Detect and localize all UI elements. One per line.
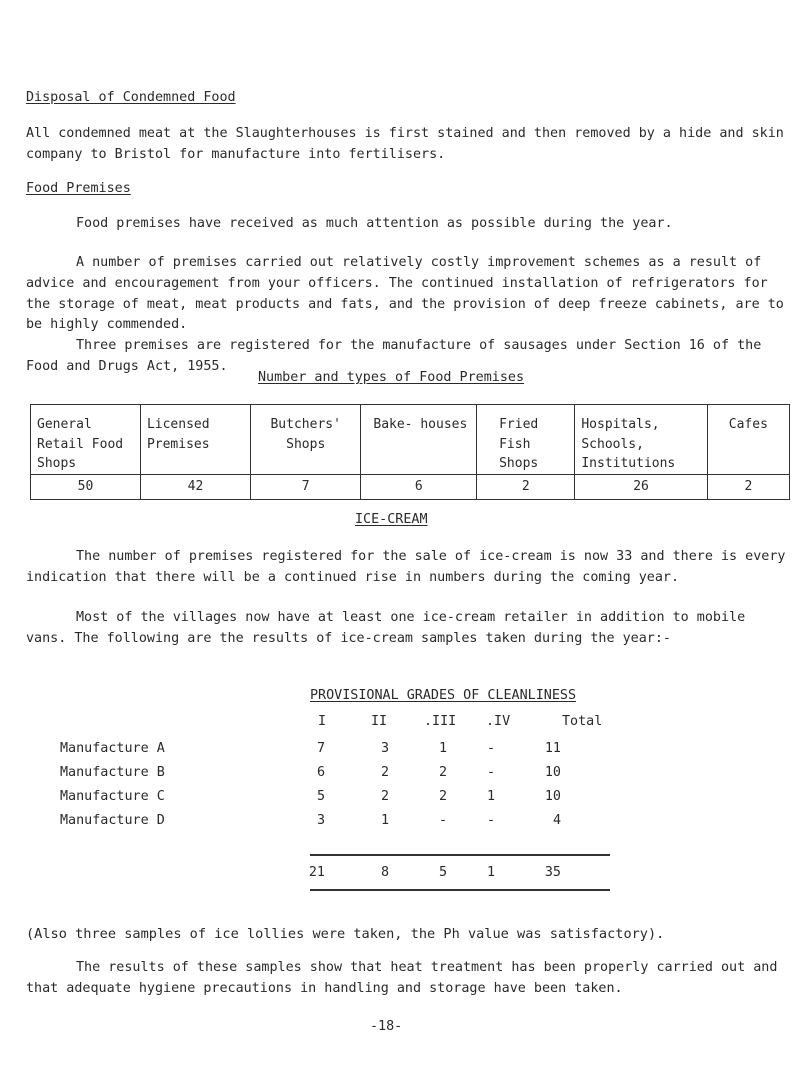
grades-cell: 1: [486, 788, 495, 804]
totals-top-rule: [310, 854, 610, 856]
premises-col-licensed: Licensed Premises: [140, 405, 250, 475]
grades-cell: -: [486, 764, 495, 780]
ice-cream-paragraph-2: Most of the villages now have at least one ice-cream retailer in addition to mobile vans. The following are the results of ice-cream samples taken during the year:-: [26, 610, 746, 646]
premises-value-bakehouses: 6: [361, 474, 477, 499]
premises-value-fried-fish: 2: [477, 474, 575, 499]
food-premises-paragraph-1: Food premises have received as much attention as possible during the year.: [76, 216, 673, 231]
totals-bottom-rule: [310, 889, 610, 891]
premises-value-licensed: 42: [140, 474, 250, 499]
grades-cell: 2: [380, 764, 389, 780]
disposal-paragraph: All condemned meat at the Slaughterhouses is first stained and then removed by a hide and skin company to Bristol for manufacture into fertilisers.: [26, 126, 784, 162]
premises-col-general-retail: General Retail Food Shops: [31, 405, 141, 475]
premises-col-butchers: Butchers' Shops: [251, 405, 361, 475]
food-premises-heading: Food Premises: [26, 181, 131, 196]
grades-row: [60, 785, 561, 809]
premises-table-header-row: [31, 405, 790, 475]
grades-cell: 11: [544, 740, 561, 756]
grades-cell: -: [486, 812, 495, 828]
grades-totals: [60, 861, 561, 885]
premises-table-value-row: [31, 474, 790, 499]
grades-table: [60, 737, 561, 833]
grades-row-label: Manufacture A: [60, 740, 165, 756]
grades-cell: 3: [380, 740, 389, 756]
ice-lollies-note: (Also three samples of ice lollies were taken, the Ph value was satisfactory).: [26, 926, 665, 942]
grades-row-label: Manufacture C: [60, 788, 165, 804]
grades-cell: 2: [438, 764, 447, 780]
total-cell: 8: [380, 864, 389, 880]
grades-cell: 1: [438, 740, 447, 756]
disposal-heading: Disposal of Condemned Food: [26, 90, 236, 105]
grades-cell: 2: [438, 788, 447, 804]
grades-cell: -: [486, 740, 495, 756]
grade-header-iv: .IV: [486, 714, 511, 729]
food-premises-paragraph-2: A number of premises carried out relatively costly improvement schemes as a result of advice and encouragement from your officers. The continued installation of refrigerators for the storage of meat, meat products and fats, and the provision of deep freeze cabinets, are to be highly commended.: [26, 255, 784, 333]
total-cell: 5: [438, 864, 447, 880]
grade-header-i: I: [318, 714, 327, 729]
premises-col-cafes: Cafes: [707, 405, 789, 475]
premises-value-hospitals: 26: [575, 474, 707, 499]
premises-col-bakehouses: Bake- houses: [361, 405, 477, 475]
premises-value-general-retail: 50: [31, 474, 141, 499]
grades-cell: 1: [380, 812, 389, 828]
premises-col-fried-fish: Fried Fish Shops: [477, 405, 575, 475]
grades-cell: 10: [544, 788, 561, 804]
premises-table: [30, 404, 790, 500]
grades-row-label: Manufacture D: [60, 812, 165, 828]
grades-cell: 4: [552, 812, 561, 828]
ice-cream-heading: ICE-CREAM: [355, 512, 428, 527]
grade-header-ii: II: [371, 714, 388, 729]
grades-totals-row: [60, 861, 561, 885]
grades-cell: 6: [316, 764, 325, 780]
grades-cell: 10: [544, 764, 561, 780]
page-number: -18-: [370, 1019, 403, 1034]
total-cell: 35: [544, 864, 561, 880]
total-cell: 21: [308, 864, 325, 880]
grades-cell: 3: [316, 812, 325, 828]
grades-cell: -: [438, 812, 447, 828]
premises-value-butchers: 7: [251, 474, 361, 499]
grades-row-label: Manufacture B: [60, 764, 165, 780]
grades-cell: 2: [380, 788, 389, 804]
total-cell: 1: [486, 864, 495, 880]
grade-header-iii: .III: [424, 714, 457, 729]
grade-header-total: Total: [562, 714, 603, 729]
ice-cream-paragraph-1: The number of premises registered for the sale of ice-cream is now 33 and there is every indication that there will be a continued rise in numbers during the coming year.: [26, 549, 786, 585]
premises-col-hospitals: Hospitals, Schools, Institutions: [575, 405, 707, 475]
premises-value-cafes: 2: [707, 474, 789, 499]
grades-row: [60, 737, 561, 761]
premises-table-title: Number and types of Food Premises: [258, 370, 525, 385]
grades-cell: 7: [316, 740, 325, 756]
food-premises-paragraph-3: Three premises are registered for the manufacture of sausages under Section 16 of the Food and Drugs Act, 1955.: [26, 338, 762, 374]
grades-row: [60, 761, 561, 785]
grades-table-title: PROVISIONAL GRADES OF CLEANLINESS: [310, 688, 577, 703]
ice-cream-paragraph-3: The results of these samples show that heat treatment has been properly carried out and that adequate hygiene precautions in handling and storage have been taken.: [26, 960, 778, 996]
grades-row: [60, 809, 561, 833]
grades-cell: 5: [316, 788, 325, 804]
